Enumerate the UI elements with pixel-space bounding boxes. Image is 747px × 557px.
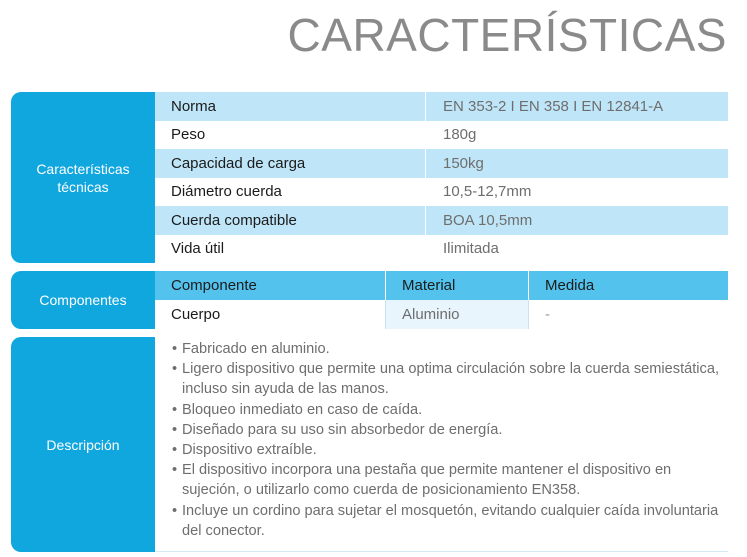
row-key: Peso [171,126,206,144]
table-row [155,178,728,207]
table-row [155,235,728,264]
list-item: • Bloqueo inmediato en caso de caída. [172,400,722,420]
bullet-icon: • [172,462,178,479]
technical-label: Características técnicas [36,160,130,195]
table-row [155,121,728,150]
bullet-icon: • [172,442,178,459]
bullet-icon: • [172,421,178,438]
section-label-components [11,271,155,329]
table-row [155,149,728,178]
row-key: Norma [171,97,217,115]
description-label: Descripción [46,436,120,453]
list-item: • Ligero dispositivo que permite una optima circulación sobre la cuerda semiestática, incluso sin ayuda de las manos. [172,359,722,399]
row-key: Diámetro cuerda [171,183,282,201]
bullet-icon: • [172,361,178,378]
technical-table [155,92,728,263]
row-value: 150kg [425,149,728,178]
table-row [155,300,728,329]
row-value: 180g [425,121,728,150]
divider [155,551,728,552]
row-value: 10,5-12,7mm [425,178,728,207]
list-item: • Fabricado en aluminio. [172,339,722,359]
bullet-icon: • [172,502,178,519]
cell-component: Cuerpo [171,306,221,323]
list-item: • Dispositivo extraíble. [172,440,722,460]
cell-size: - [528,300,728,329]
list-item: • El dispositivo incorpora una pestaña que permite mantener el dispositivo en sujeción, o utilizarlo como cuerda de posicionamiento EN358. [172,460,722,500]
table-row [155,92,728,121]
bullet-icon: • [172,401,178,418]
row-key: Capacidad de carga [171,154,306,172]
components-label: Componentes [39,292,127,308]
row-value: BOA 10,5mm [425,206,728,235]
page-title: CARACTERÍSTICAS [287,9,727,61]
section-label-technical [11,92,155,263]
row-value: Ilimitada [425,235,728,264]
table-row [155,206,728,235]
cell-material: Aluminio [385,300,528,329]
bullet-icon: • [172,341,178,357]
row-value: EN 353-2 I EN 358 I EN 12841-A [425,92,728,121]
table-header [155,271,728,300]
description-list [172,339,722,541]
list-item: • Incluye un cordino para sujetar el mosquetón, evitando cualquier caída involuntaria del conector. [172,501,722,541]
row-key: Vida útil [171,240,225,258]
header-size: Medida [528,271,728,300]
header-component: Componente [171,277,257,294]
components-table [155,271,728,329]
row-key: Cuerda compatible [171,211,297,229]
list-item: • Diseñado para su uso sin absorbedor de energía. [172,420,722,440]
header-material: Material [385,271,528,300]
section-label-description [11,337,155,552]
